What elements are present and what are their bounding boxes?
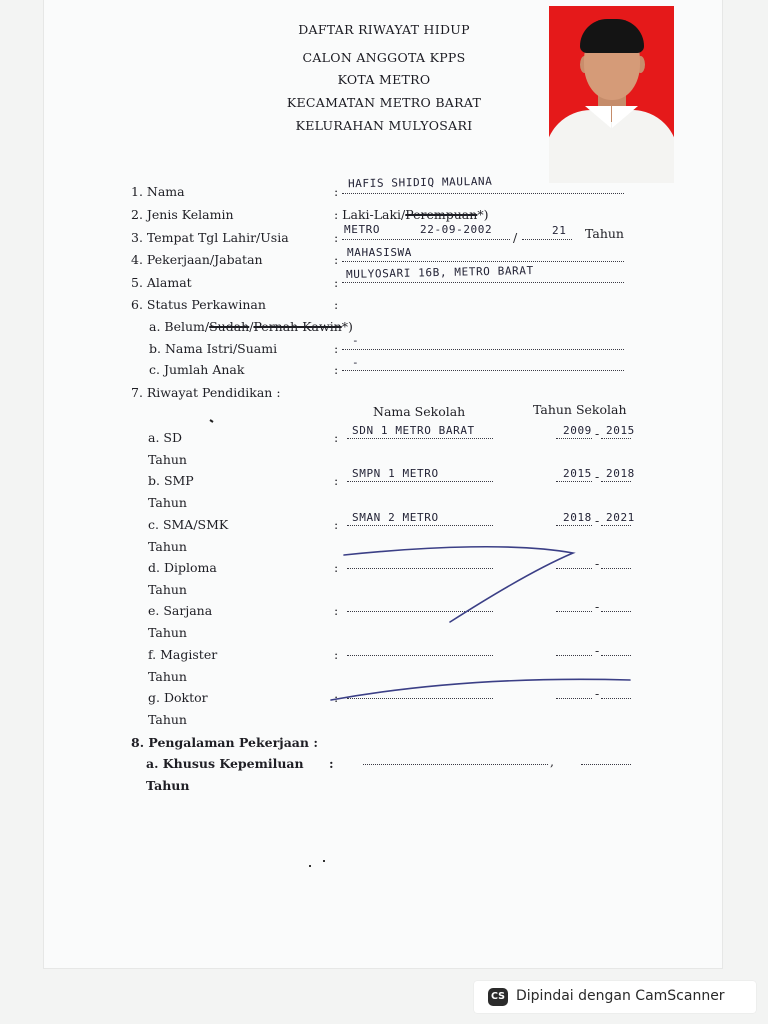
edu-level-label: c. SMA/SMK — [148, 517, 229, 532]
label-khusus-kepemiluan: a. Khusus Kepemiluan — [146, 756, 304, 771]
edu-year-dash: - — [595, 686, 600, 701]
edu-year-start: 2015 — [563, 467, 592, 480]
edu-year-dash: - — [595, 599, 600, 614]
value-status-belum: a. Belum/Sudah/Pernah Kawin*) — [149, 319, 353, 334]
label-nama-istri-suami: b. Nama Istri/Suami — [149, 341, 278, 356]
camscanner-watermark — [474, 981, 756, 1013]
value-pekerjaan: MAHASISWA — [347, 246, 413, 259]
colon-kepemiluan: : — [329, 756, 334, 771]
edu-colon: : — [334, 430, 339, 445]
edu-tahun-label: Tahun — [148, 495, 187, 510]
col-header-tahun-sekolah: Tahun Sekolah — [533, 402, 627, 417]
edu-year-dash: - — [595, 513, 600, 528]
camscanner-text: Dipindai dengan CamScanner — [516, 988, 725, 1004]
colon-nama: : — [334, 184, 339, 199]
edu-colon: : — [334, 517, 339, 532]
label-alamat: 5. Alamat — [131, 275, 192, 290]
edu-tahun-label: Tahun — [148, 582, 187, 597]
label-kepemiluan-tahun: Tahun — [146, 778, 190, 793]
value-tempat-lahir: METRO — [344, 223, 381, 236]
label-pengalaman-pekerjaan: 8. Pengalaman Pekerjaan : — [131, 735, 318, 750]
edu-year-dash: - — [595, 426, 600, 441]
colon-status: : — [334, 297, 339, 312]
colon-pekerjaan: : — [334, 252, 339, 267]
value-jumlah-anak: - — [352, 356, 360, 369]
label-ttl: 3. Tempat Tgl Lahir/Usia — [131, 230, 289, 245]
edu-level-label: g. Doktor — [148, 690, 208, 705]
value-tanggal-lahir: 22-09-2002 — [420, 223, 493, 236]
value-nama-istri-suami: - — [352, 334, 360, 347]
camscanner-icon: CS — [488, 988, 508, 1006]
edu-level-label: e. Sarjana — [148, 603, 213, 618]
col-header-nama-sekolah: Nama Sekolah — [373, 404, 466, 419]
label-status-perkawinan: 6. Status Perkawinan — [131, 297, 266, 312]
doc-subtitle-3: KECAMATAN METRO BARAT — [286, 95, 482, 110]
value-jenis-kelamin: : Laki-Laki/Perempuan*) — [334, 207, 489, 222]
label-pekerjaan: 4. Pekerjaan/Jabatan — [131, 252, 263, 267]
doc-subtitle-2: KOTA METRO — [337, 72, 431, 87]
label-jumlah-anak: c. Jumlah Anak — [149, 362, 245, 377]
ttl-separator: / — [513, 230, 518, 245]
edu-year-end: 2018 — [606, 467, 635, 480]
edu-school-name: SDN 1 METRO BARAT — [352, 424, 475, 437]
edu-year-start: 2018 — [563, 511, 592, 524]
edu-colon: : — [334, 690, 339, 705]
edu-tahun-label: Tahun — [148, 712, 187, 727]
edu-year-dash: - — [595, 469, 600, 484]
usia-unit: Tahun — [585, 226, 624, 241]
colon-alamat: : — [334, 275, 339, 290]
value-alamat: MULYOSARI 16B, METRO BARAT — [345, 264, 534, 281]
label-riwayat-pendidikan: 7. Riwayat Pendidikan : — [131, 385, 281, 400]
edu-tahun-label: Tahun — [148, 452, 187, 467]
kepemiluan-comma: , — [550, 754, 554, 769]
colon-jumlah-anak: : — [334, 362, 339, 377]
value-nama: HAFIS SHIDIQ MAULANA — [347, 174, 493, 191]
edu-colon: : — [334, 560, 339, 575]
edu-colon: : — [334, 473, 339, 488]
edu-year-start: 2009 — [563, 424, 592, 437]
edu-colon: : — [334, 647, 339, 662]
edu-year-dash: - — [595, 556, 600, 571]
edu-colon: : — [334, 603, 339, 618]
edu-tahun-label: Tahun — [148, 625, 187, 640]
edu-tahun-label: Tahun — [148, 539, 187, 554]
edu-year-end: 2015 — [606, 424, 635, 437]
edu-level-label: f. Magister — [148, 647, 218, 662]
doc-title: DAFTAR RIWAYAT HIDUP — [298, 22, 470, 37]
label-nama: 1. Nama — [131, 184, 185, 199]
edu-school-name: SMAN 2 METRO — [352, 511, 439, 524]
label-jenis-kelamin: 2. Jenis Kelamin — [131, 207, 234, 222]
colon-nama-istri: : — [334, 341, 339, 356]
edu-school-name: SMPN 1 METRO — [352, 467, 439, 480]
edu-year-dash: - — [595, 643, 600, 658]
colon-ttl: : — [334, 230, 339, 245]
edu-year-end: 2021 — [606, 511, 635, 524]
edu-level-label: a. SD — [148, 430, 182, 445]
edu-tahun-label: Tahun — [148, 669, 187, 684]
doc-subtitle-1: CALON ANGGOTA KPPS — [302, 50, 466, 65]
edu-level-label: d. Diploma — [148, 560, 217, 575]
value-usia: 21 — [552, 224, 567, 237]
edu-level-label: b. SMP — [148, 473, 194, 488]
doc-subtitle-4: KELURAHAN MULYOSARI — [295, 118, 473, 133]
